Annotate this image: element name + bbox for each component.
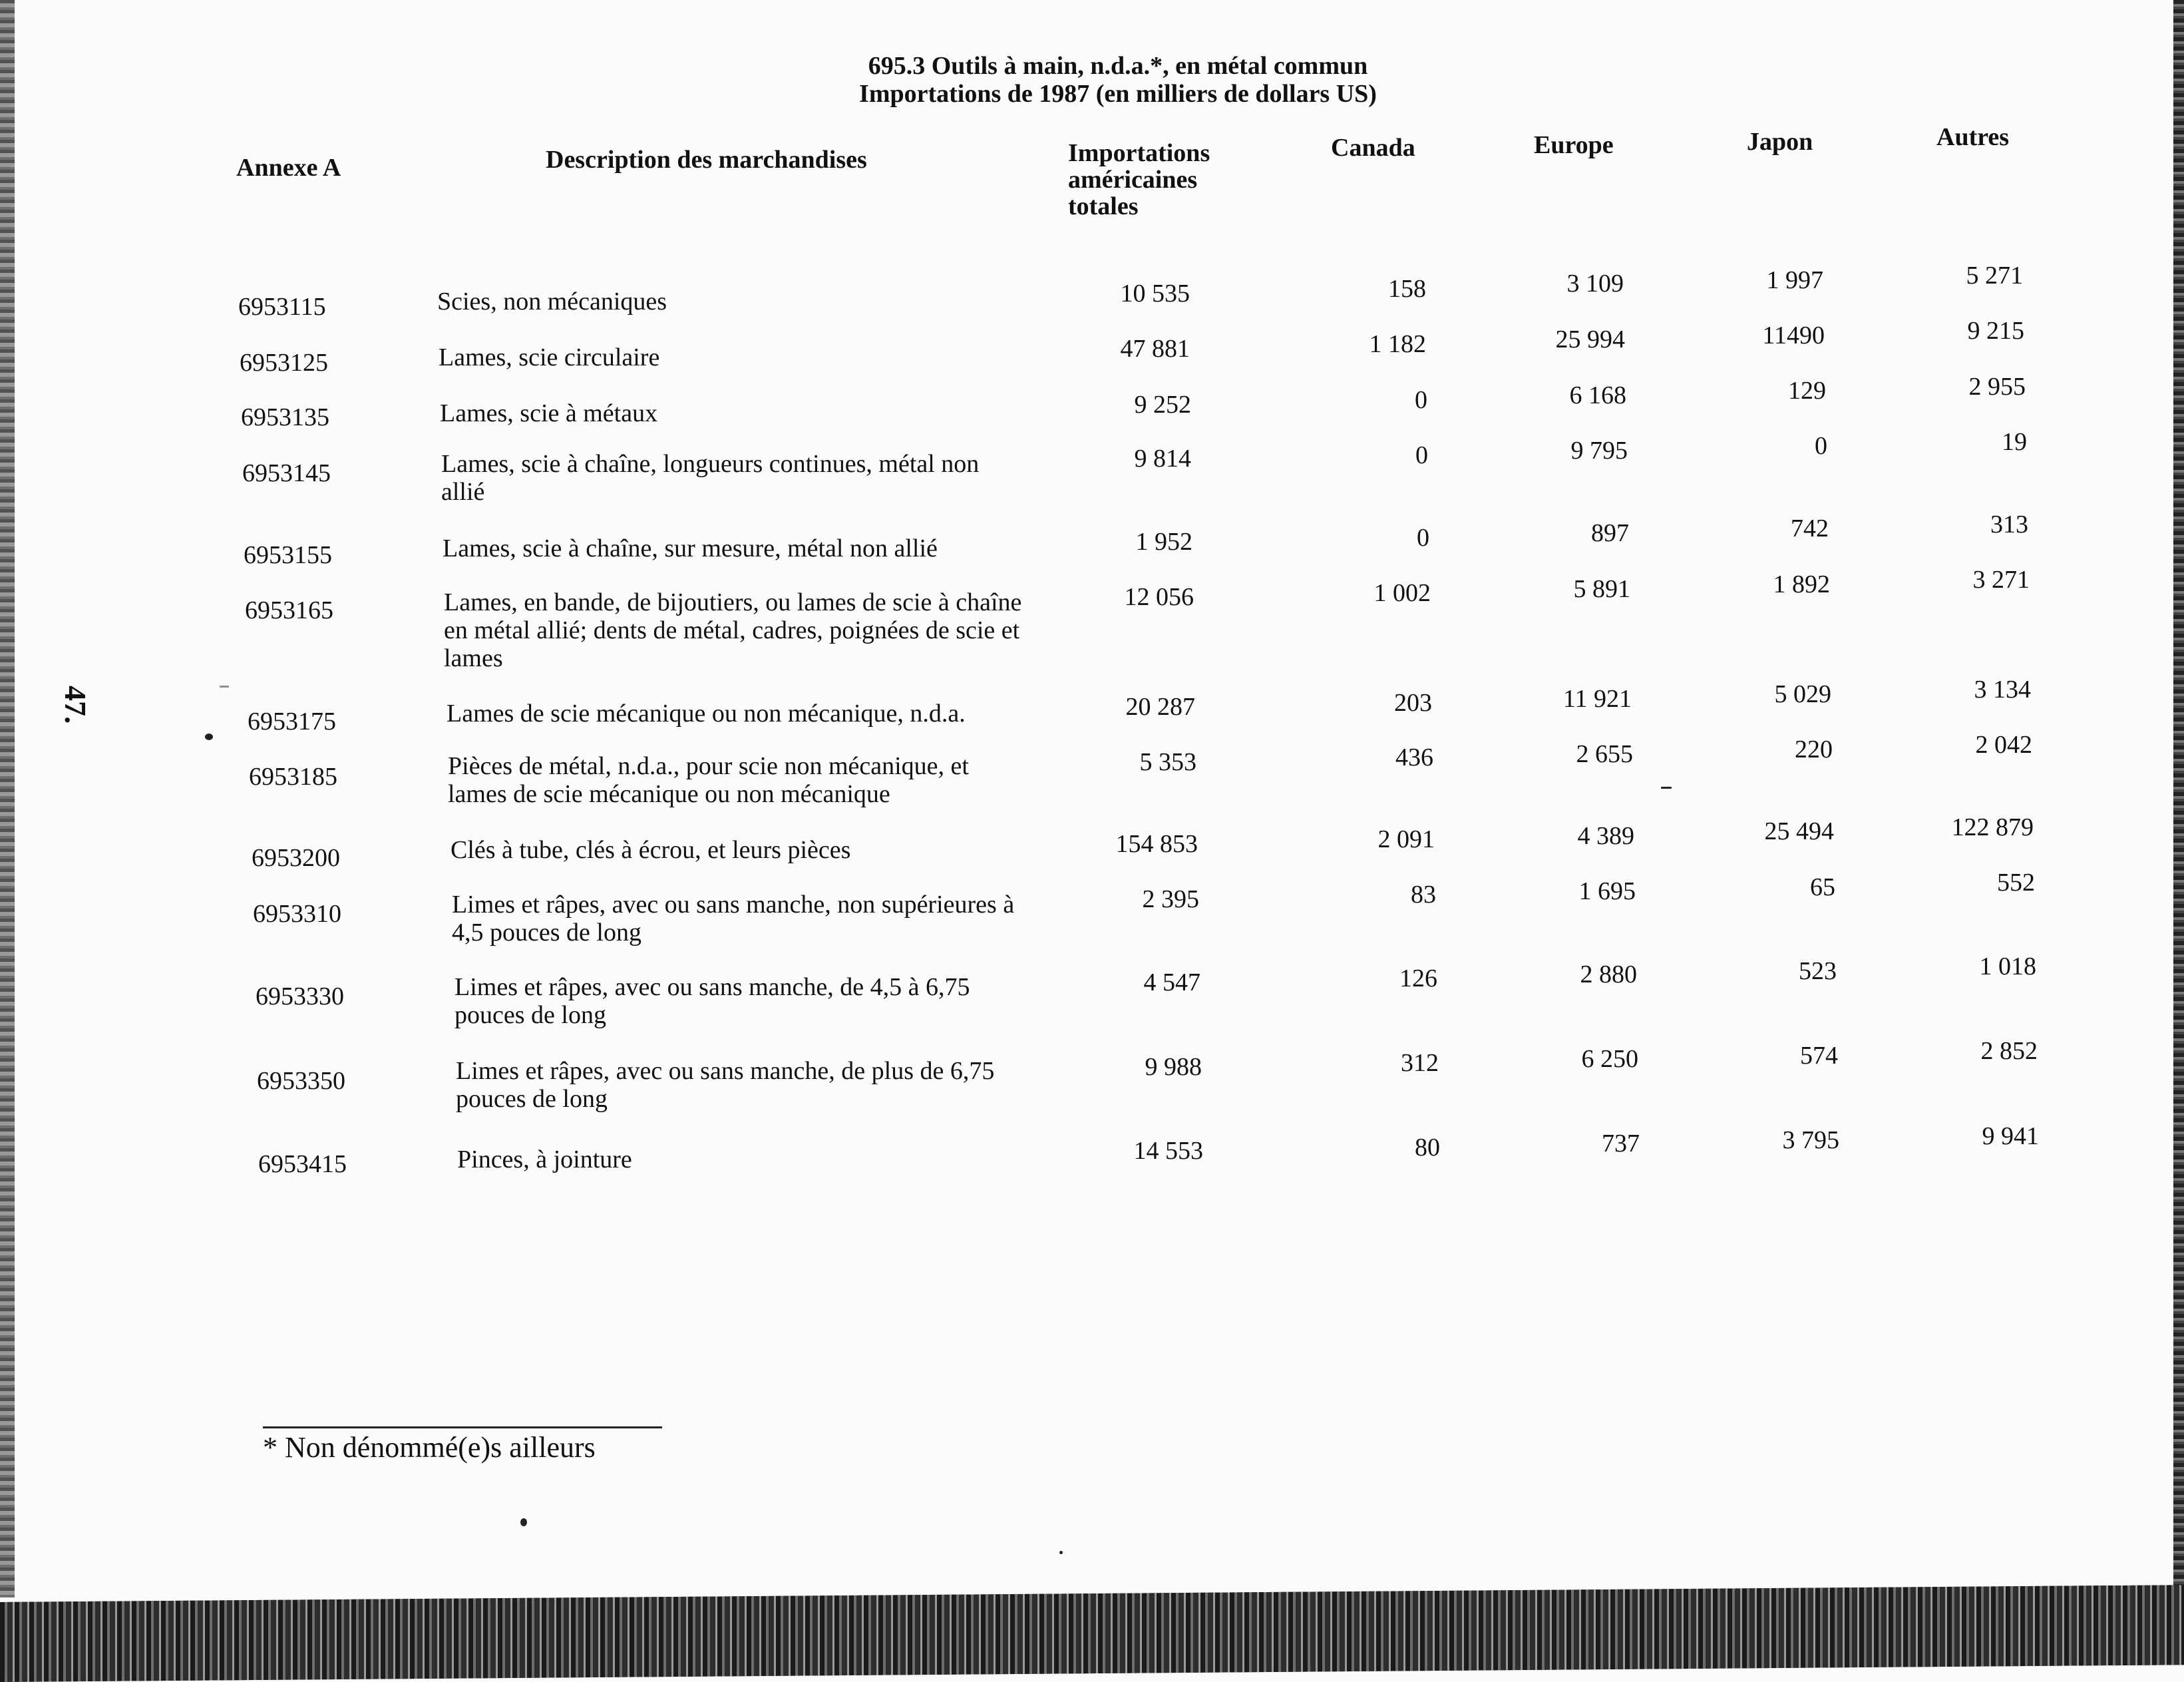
header-annexe: Annexe A: [236, 154, 341, 182]
row-canada: 0: [1415, 441, 1428, 469]
row-europe: 5 891: [1573, 575, 1630, 603]
scan-speck: [1661, 787, 1672, 789]
document-title: [785, 52, 1451, 108]
row-canada: 1 182: [1369, 330, 1426, 358]
row-autres: 3 271: [1972, 566, 2030, 594]
row-canada: 203: [1394, 689, 1432, 717]
row-code: 6953185: [249, 763, 337, 791]
row-europe: 1 695: [1578, 877, 1636, 905]
row-description: Lames, scie à chaîne, longueurs continues, métal non allié: [441, 450, 980, 506]
row-code: 6953145: [242, 459, 331, 487]
row-autres: 9 215: [1967, 317, 2024, 345]
row-description: Lames, scie circulaire: [439, 343, 660, 371]
scan-edge-left: [0, 0, 15, 1597]
row-total: 10 535: [1120, 280, 1190, 308]
header-canada: Canada: [1331, 134, 1415, 162]
row-canada: 83: [1411, 881, 1436, 909]
header-description: Description des marchandises: [546, 146, 867, 174]
row-autres: 5 271: [1966, 262, 2023, 290]
row-autres: 122 879: [1951, 813, 2034, 841]
row-japon: 25 494: [1764, 817, 1834, 845]
header-importations: [1068, 140, 1210, 220]
row-japon: 11490: [1762, 321, 1825, 349]
row-description: Clés à tube, clés à écrou, et leurs pièces: [451, 836, 851, 864]
row-europe: 25 994: [1555, 325, 1625, 353]
row-canada: 2 091: [1377, 825, 1435, 853]
row-total: 12 056: [1124, 583, 1194, 611]
row-autres: 313: [1990, 511, 2028, 538]
row-autres: 2 852: [1980, 1037, 2038, 1065]
row-japon: 220: [1795, 736, 1833, 763]
row-canada: 80: [1415, 1134, 1440, 1161]
row-japon: 3 795: [1782, 1126, 1839, 1154]
title-line-2: Importations de 1987 (en milliers de dollars US): [859, 80, 1377, 108]
row-total: 154 853: [1115, 830, 1198, 858]
row-autres: 552: [1997, 869, 2035, 897]
row-autres: 9 941: [1982, 1122, 2039, 1150]
row-code: 6953310: [253, 900, 341, 928]
row-canada: 312: [1401, 1049, 1439, 1077]
scan-speck: [205, 734, 213, 740]
scan-edge-right: [2173, 0, 2184, 1597]
page-number: 47.: [59, 686, 92, 724]
row-total: 47 881: [1120, 335, 1190, 363]
row-code: 6953135: [241, 403, 329, 431]
row-japon: 742: [1791, 515, 1829, 542]
row-autres: 2 042: [1975, 731, 2032, 759]
row-europe: 11 921: [1562, 685, 1632, 713]
scan-speck: [1059, 1551, 1063, 1554]
row-total: 14 553: [1133, 1137, 1203, 1165]
row-autres: 3 134: [1974, 676, 2031, 704]
header-importations-line-3: totales: [1068, 192, 1139, 220]
row-description: Lames, scie à chaîne, sur mesure, métal non allié: [443, 534, 938, 562]
header-importations-line-2: américaines: [1068, 166, 1198, 194]
row-japon: 0: [1815, 432, 1827, 460]
row-europe: 9 795: [1570, 437, 1628, 465]
row-total: 5 353: [1139, 748, 1196, 776]
row-description: Limes et râpes, avec ou sans manche, non supérieures à 4,5 pouces de long: [452, 891, 1015, 946]
row-europe: 2 655: [1576, 740, 1633, 768]
row-description: Lames de scie mécanique ou non mécanique, n.d.a.: [447, 700, 966, 728]
header-importations-line-1: Importations: [1068, 139, 1210, 167]
row-total: 20 287: [1125, 693, 1195, 721]
row-total: 4 547: [1143, 968, 1200, 996]
row-japon: 1 997: [1766, 266, 1823, 294]
row-total: 9 988: [1145, 1053, 1202, 1081]
row-code: 6953415: [258, 1150, 347, 1178]
row-code: 6953115: [238, 293, 326, 321]
header-autres: Autres: [1936, 123, 2010, 151]
row-europe: 6 168: [1569, 381, 1626, 409]
row-description: Limes et râpes, avec ou sans manche, de 4,5 à 6,75 pouces de long: [455, 973, 970, 1029]
row-canada: 0: [1415, 386, 1427, 414]
row-description: Lames, en bande, de bijoutiers, ou lames de scie à chaîne en métal allié; dents de métal, cadres, poignées de scie et lames: [444, 588, 1022, 672]
row-canada: 0: [1417, 524, 1429, 552]
row-europe: 737: [1602, 1130, 1640, 1157]
row-japon: 65: [1810, 873, 1835, 901]
row-canada: 1 002: [1373, 579, 1431, 607]
footnote-divider: [263, 1426, 662, 1428]
row-japon: 574: [1800, 1042, 1838, 1070]
row-total: 1 952: [1135, 528, 1192, 556]
row-canada: 126: [1399, 964, 1437, 992]
row-canada: 158: [1388, 275, 1426, 303]
row-code: 6953165: [245, 596, 333, 624]
row-description: Limes et râpes, avec ou sans manche, de plus de 6,75 pouces de long: [456, 1057, 995, 1113]
row-japon: 5 029: [1774, 680, 1831, 708]
row-description: Pinces, à jointure: [457, 1146, 632, 1173]
row-japon: 129: [1788, 377, 1826, 405]
row-code: 6953175: [248, 708, 336, 736]
row-total: 2 395: [1142, 885, 1199, 913]
row-europe: 897: [1591, 519, 1629, 547]
row-autres: 2 955: [1968, 373, 2026, 401]
header-europe: Europe: [1534, 131, 1614, 159]
row-autres: 1 018: [1979, 952, 2036, 980]
row-japon: 523: [1799, 957, 1837, 985]
row-total: 9 814: [1134, 445, 1191, 473]
row-code: 6953330: [256, 982, 344, 1010]
title-line-1: 695.3 Outils à main, n.d.a.*, en métal commun: [868, 52, 1368, 80]
row-code: 6953350: [257, 1067, 345, 1095]
header-japon: Japon: [1747, 128, 1813, 156]
scan-speck: [520, 1518, 527, 1526]
row-europe: 6 250: [1581, 1045, 1638, 1073]
row-europe: 3 109: [1566, 270, 1624, 298]
row-canada: 436: [1395, 743, 1433, 771]
row-code: 6953125: [240, 349, 328, 377]
row-japon: 1 892: [1773, 570, 1830, 598]
row-description: Pièces de métal, n.d.a., pour scie non mécanique, et lames de scie mécanique ou non mécanique: [448, 752, 969, 808]
row-europe: 4 389: [1577, 822, 1634, 850]
row-code: 6953155: [244, 541, 332, 569]
scan-speck: [220, 686, 229, 688]
row-total: 9 252: [1134, 391, 1191, 419]
scan-edge-bottom: [0, 1585, 2184, 1682]
row-description: Scies, non mécaniques: [437, 288, 667, 315]
footnote: * Non dénommé(e)s ailleurs: [263, 1431, 596, 1464]
row-code: 6953200: [252, 844, 340, 872]
row-autres: 19: [2002, 428, 2027, 456]
row-description: Lames, scie à métaux: [440, 399, 658, 427]
row-europe: 2 880: [1580, 960, 1637, 988]
